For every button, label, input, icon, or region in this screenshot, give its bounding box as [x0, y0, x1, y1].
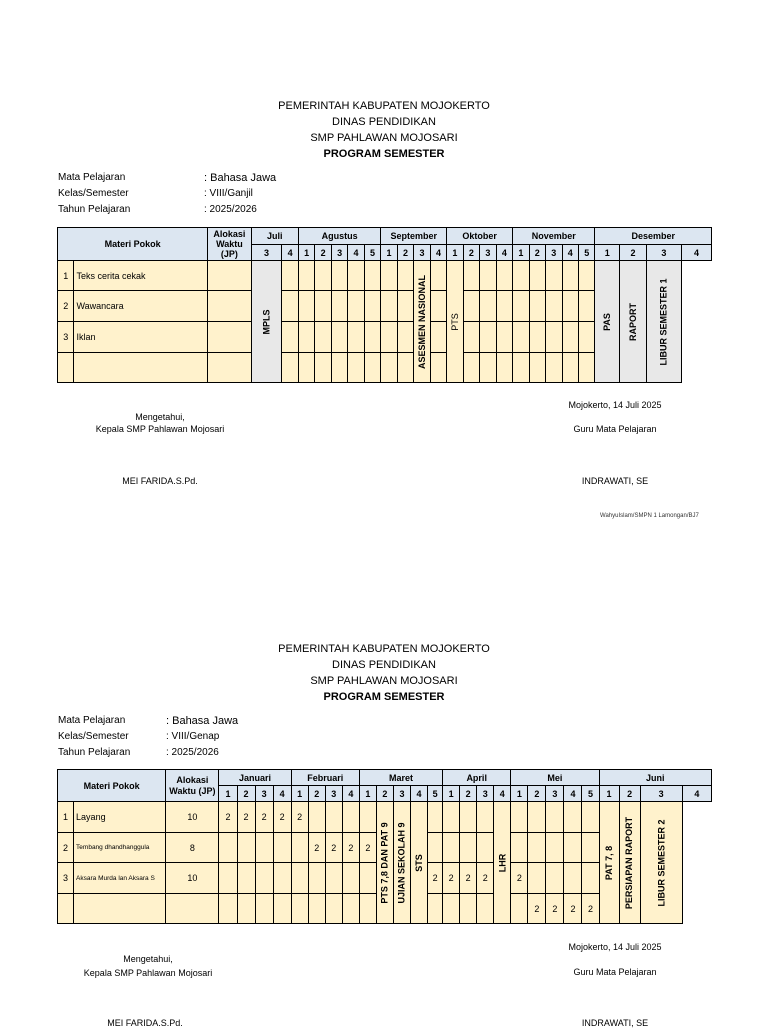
- row-number: 1: [58, 802, 74, 833]
- week-header: 2: [308, 786, 325, 802]
- week-header: 2: [463, 245, 479, 261]
- week-cell: [460, 894, 477, 924]
- page1-meta: [58, 170, 358, 218]
- libur-label: LIBUR SEMESTER 2: [656, 818, 667, 907]
- school-line: SMP PAHLAWAN MOJOSARI: [310, 132, 458, 144]
- year-value: : 2025/2026: [166, 747, 219, 758]
- week-header: 3: [251, 245, 282, 261]
- row-number: 1: [58, 261, 74, 291]
- page1-sign-left: [70, 408, 250, 438]
- acknowledge-label: Mengetahui,: [135, 412, 185, 422]
- subject-label: Mata Pelajaran: [58, 172, 126, 183]
- pat-cell: [599, 802, 619, 924]
- week-header: 1: [381, 245, 397, 261]
- week-cell: 2: [511, 863, 528, 894]
- row-number: 3: [58, 322, 74, 353]
- table-row: [58, 802, 712, 833]
- week-cell: [273, 894, 291, 924]
- subject-value: : Bahasa Jawa: [204, 172, 277, 184]
- class-value: : VIII/Genap: [166, 731, 220, 742]
- materi-cell: Layang: [74, 802, 166, 833]
- class-value: : VIII/Ganjil: [204, 188, 253, 199]
- week-cell: [237, 863, 255, 894]
- week-cell: 2: [325, 833, 342, 863]
- week-cell: [582, 863, 599, 894]
- principal-title: Kepala SMP Pahlawan Mojosari: [95, 424, 225, 434]
- week-cell: [428, 802, 443, 833]
- week-header: 3: [546, 786, 564, 802]
- acknowledge-label: Mengetahui,: [123, 954, 173, 964]
- week-header: 3: [480, 245, 496, 261]
- week-header: 5: [364, 245, 381, 261]
- col-materi-header: Materi Pokok: [58, 770, 166, 802]
- week-cell: [428, 894, 443, 924]
- pts-label: PTS: [449, 312, 460, 331]
- week-cell: [291, 894, 308, 924]
- asesmen-label: ASESMEN NASIONAL: [416, 274, 427, 369]
- week-header: 3: [331, 245, 347, 261]
- table-row: [58, 261, 712, 291]
- week-header: 3: [325, 786, 342, 802]
- libur-label: LIBUR SEMESTER 1: [658, 277, 669, 366]
- year-value: : 2025/2026: [204, 204, 257, 215]
- week-cell: [546, 833, 564, 863]
- week-cell: [564, 863, 582, 894]
- row-number: 2: [58, 833, 74, 863]
- week-header: 2: [237, 786, 255, 802]
- week-header: 4: [282, 245, 298, 261]
- week-cell: 2: [237, 802, 255, 833]
- principal-title: Kepala SMP Pahlawan Mojosari: [83, 968, 213, 978]
- week-header: 3: [646, 245, 681, 261]
- col-alokasi-header: Alokasi Waktu (JP): [166, 770, 219, 802]
- week-header: 3: [640, 786, 682, 802]
- pts-pat-label: PTS 7,8 DAN PAT 9: [379, 821, 390, 904]
- week-header: 1: [443, 786, 460, 802]
- week-cell: [528, 863, 546, 894]
- sts-cell: [411, 802, 428, 924]
- asesmen-cell: [414, 261, 430, 383]
- week-cell: [460, 833, 477, 863]
- week-cell: 2: [477, 863, 494, 894]
- week-header: 2: [460, 786, 477, 802]
- alokasi-cell: 8: [166, 833, 219, 863]
- year-label: Tahun Pelajaran: [58, 747, 131, 758]
- week-cell: [291, 833, 308, 863]
- year-label: Tahun Pelajaran: [58, 204, 131, 215]
- subject-value: : Bahasa Jawa: [166, 715, 239, 727]
- lhr-label: LHR: [497, 853, 508, 872]
- week-header: 4: [430, 245, 447, 261]
- school-line: SMP PAHLAWAN MOJOSARI: [310, 675, 458, 687]
- month-header: Februari: [291, 770, 359, 786]
- week-header: 4: [562, 245, 578, 261]
- week-cell: [477, 833, 494, 863]
- week-cell: [308, 863, 325, 894]
- page2-place-date: Mojokerto, 14 Juli 2025: [568, 942, 662, 952]
- month-header: Agustus: [298, 228, 380, 245]
- week-header: 1: [511, 786, 528, 802]
- week-cell: [308, 894, 325, 924]
- teacher-title: Guru Mata Pelajaran: [573, 967, 657, 977]
- week-cell: [325, 802, 342, 833]
- week-header: 3: [414, 245, 430, 261]
- raport-cell: [620, 261, 647, 383]
- week-cell: 2: [359, 833, 376, 863]
- week-cell: [325, 863, 342, 894]
- week-cell: 2: [546, 894, 564, 924]
- ujian-cell: [393, 802, 410, 924]
- week-cell: 2: [528, 894, 546, 924]
- week-cell: [528, 833, 546, 863]
- ujian-label: UJIAN SEKOLAH 9: [396, 821, 407, 904]
- week-header: 4: [342, 786, 359, 802]
- teacher-name: INDRAWATI, SE: [581, 476, 649, 486]
- week-header: 4: [273, 786, 291, 802]
- gov-line: PEMERINTAH KABUPATEN MOJOKERTO: [278, 100, 490, 112]
- week-cell: 2: [219, 802, 237, 833]
- week-cell: [460, 802, 477, 833]
- week-cell: 2: [582, 894, 599, 924]
- row-number: [58, 894, 74, 924]
- week-header: 1: [219, 786, 237, 802]
- week-cell: [443, 833, 460, 863]
- week-header: 1: [595, 245, 620, 261]
- week-cell: [237, 833, 255, 863]
- week-cell: 2: [342, 833, 359, 863]
- gov-line: PEMERINTAH KABUPATEN MOJOKERTO: [278, 643, 490, 655]
- principal-name: MEI FARIDA.S.Pd.: [122, 476, 198, 486]
- week-header: 4: [682, 786, 711, 802]
- week-header: 4: [496, 245, 512, 261]
- week-cell: [359, 802, 376, 833]
- week-cell: [359, 863, 376, 894]
- week-cell: [359, 894, 376, 924]
- subject-label: Mata Pelajaran: [58, 715, 126, 726]
- week-cell: [546, 863, 564, 894]
- month-header: Juli: [251, 228, 298, 245]
- week-cell: [342, 802, 359, 833]
- page1-place-date: Mojokerto, 14 Juli 2025: [568, 400, 662, 410]
- watermark-text: WahyuIslam/SMPN 1 Lamongan/BJ7: [600, 513, 699, 519]
- month-header: Januari: [219, 770, 291, 786]
- week-cell: 2: [428, 863, 443, 894]
- materi-cell: Iklan: [74, 322, 208, 353]
- week-header: 1: [291, 786, 308, 802]
- week-cell: [546, 802, 564, 833]
- week-header: 5: [428, 786, 443, 802]
- week-header: 4: [494, 786, 511, 802]
- col-alokasi-header: Alokasi Waktu (JP): [208, 228, 251, 261]
- week-cell: 2: [460, 863, 477, 894]
- week-cell: [255, 863, 273, 894]
- libur-cell: [640, 802, 682, 924]
- week-header: 2: [528, 786, 546, 802]
- persiapan-cell: [619, 802, 640, 924]
- week-cell: 2: [564, 894, 582, 924]
- teacher-name: INDRAWATI, SE: [581, 1018, 649, 1028]
- week-header: 3: [393, 786, 410, 802]
- month-header: Juni: [599, 770, 711, 786]
- alokasi-cell: 10: [166, 863, 219, 894]
- week-header: 1: [359, 786, 376, 802]
- mpls-cell: [251, 261, 282, 383]
- week-cell: [564, 833, 582, 863]
- week-cell: [511, 833, 528, 863]
- month-header: Desember: [595, 228, 712, 245]
- week-header: 5: [582, 786, 599, 802]
- lhr-cell: [494, 802, 511, 924]
- week-cell: [528, 802, 546, 833]
- pts-cell: [447, 261, 463, 383]
- month-header: Oktober: [447, 228, 513, 245]
- week-header: 2: [397, 245, 413, 261]
- week-cell: [342, 863, 359, 894]
- materi-cell: Teks cerita cekak: [74, 261, 208, 291]
- week-cell: [255, 833, 273, 863]
- week-cell: [443, 894, 460, 924]
- week-header: 1: [298, 245, 314, 261]
- week-cell: 2: [273, 802, 291, 833]
- week-cell: [273, 833, 291, 863]
- page1-header: [0, 98, 768, 162]
- week-header: 5: [578, 245, 594, 261]
- week-cell: 2: [443, 863, 460, 894]
- materi-cell: Aksara Murda lan Aksara S: [74, 863, 166, 894]
- week-header: 2: [376, 786, 393, 802]
- week-cell: [428, 833, 443, 863]
- row-number: 3: [58, 863, 74, 894]
- dept-line: DINAS PENDIDIKAN: [332, 116, 436, 128]
- persiapan-label: PERSIAPAN RAPORT: [624, 816, 635, 909]
- alokasi-cell: 10: [166, 802, 219, 833]
- week-cell: [273, 863, 291, 894]
- week-cell: [219, 863, 237, 894]
- page2-sign-left: [58, 950, 238, 982]
- week-cell: [255, 894, 273, 924]
- month-header: April: [443, 770, 511, 786]
- week-cell: [325, 894, 342, 924]
- doc-title: PROGRAM SEMESTER: [323, 691, 445, 703]
- materi-cell: Tembang dhandhanggula: [74, 833, 166, 863]
- week-header: 1: [599, 786, 619, 802]
- teacher-title: Guru Mata Pelajaran: [573, 424, 657, 434]
- week-cell: 2: [291, 802, 308, 833]
- sts-label: STS: [414, 853, 425, 872]
- month-header: November: [513, 228, 595, 245]
- month-header: Mei: [511, 770, 599, 786]
- class-label: Kelas/Semester: [58, 188, 129, 199]
- week-cell: [219, 833, 237, 863]
- page2-meta: [58, 713, 358, 761]
- week-cell: [291, 863, 308, 894]
- row-number: 2: [58, 291, 74, 322]
- week-cell: [308, 802, 325, 833]
- pts-pat-cell: [376, 802, 393, 924]
- week-header: 2: [315, 245, 331, 261]
- program-semester-table-1: [57, 227, 712, 383]
- week-cell: [219, 894, 237, 924]
- libur-cell: [646, 261, 681, 383]
- week-header: 2: [620, 245, 647, 261]
- week-header: 4: [681, 245, 711, 261]
- week-header: 1: [447, 245, 463, 261]
- alokasi-cell: [166, 894, 219, 924]
- week-header: 3: [255, 786, 273, 802]
- raport-label: RAPORT: [628, 302, 639, 341]
- week-header: 2: [529, 245, 545, 261]
- pas-cell: [595, 261, 620, 383]
- week-cell: [564, 802, 582, 833]
- week-cell: [342, 894, 359, 924]
- col-materi-header: Materi Pokok: [58, 228, 208, 261]
- week-cell: [511, 802, 528, 833]
- week-cell: [582, 833, 599, 863]
- week-cell: [237, 894, 255, 924]
- week-cell: 2: [308, 833, 325, 863]
- week-cell: [582, 802, 599, 833]
- page2-header: [0, 641, 768, 705]
- week-header: 3: [546, 245, 562, 261]
- week-cell: [443, 802, 460, 833]
- mpls-label: MPLS: [261, 308, 272, 335]
- materi-cell: Wawancara: [74, 291, 208, 322]
- week-header: 3: [477, 786, 494, 802]
- month-header: Maret: [359, 770, 442, 786]
- class-label: Kelas/Semester: [58, 731, 129, 742]
- week-header: 1: [513, 245, 529, 261]
- week-header: 2: [619, 786, 640, 802]
- program-semester-table-2: [57, 769, 712, 924]
- week-header: 4: [348, 245, 364, 261]
- pat-label: PAT 7, 8: [604, 845, 615, 880]
- week-header: 4: [564, 786, 582, 802]
- week-cell: 2: [255, 802, 273, 833]
- week-cell: [477, 802, 494, 833]
- month-header: September: [381, 228, 447, 245]
- week-header: 4: [411, 786, 428, 802]
- week-cell: [477, 894, 494, 924]
- pas-label: PAS: [602, 312, 613, 331]
- doc-title: PROGRAM SEMESTER: [323, 148, 445, 160]
- dept-line: DINAS PENDIDIKAN: [332, 659, 436, 671]
- alokasi-cell: [208, 261, 251, 291]
- principal-name: MEI FARIDA.S.Pd.: [107, 1018, 183, 1028]
- week-cell: [511, 894, 528, 924]
- materi-cell: [74, 894, 166, 924]
